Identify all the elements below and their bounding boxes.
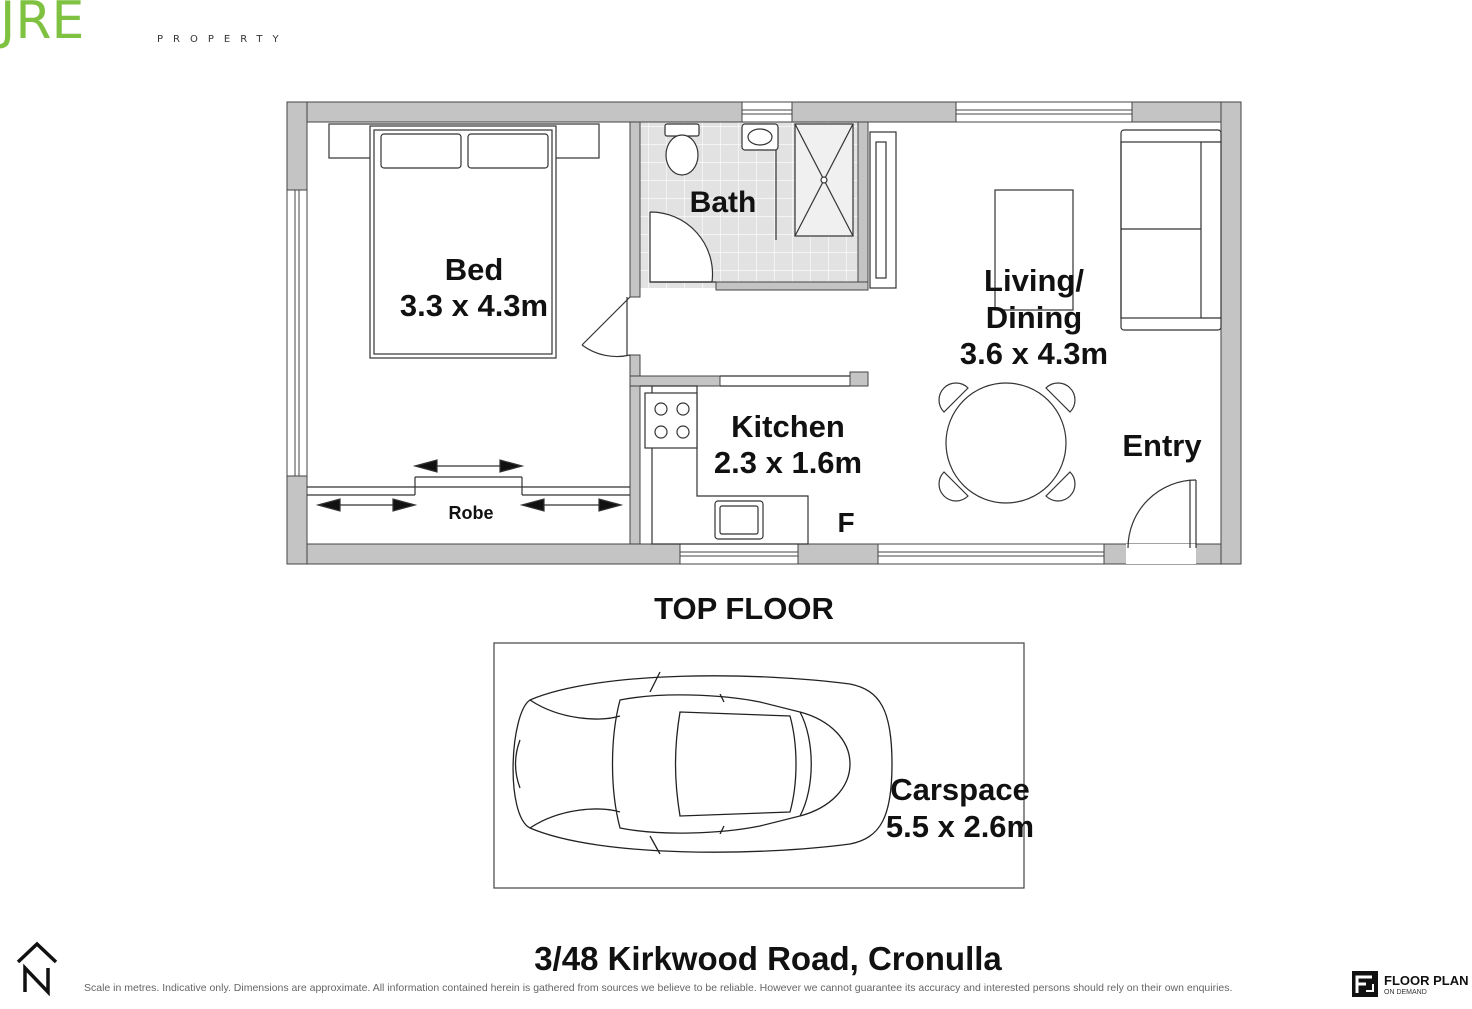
provider-logo (1352, 971, 1467, 1001)
living-cabinet (870, 132, 896, 288)
fridge-label: F (837, 507, 855, 538)
property-address: 3/48 Kirkwood Road, Cronulla (534, 940, 1002, 977)
carspace-label: Carspace (890, 772, 1030, 807)
brand-tagline: PROPERTY (157, 34, 289, 45)
sofa-furniture (1121, 130, 1221, 330)
kitchen-size: 2.3 x 1.6m (713, 445, 863, 480)
carspace-size: 5.5 x 2.6m (885, 809, 1035, 844)
brand-logo: JRE (0, 0, 85, 51)
entry-label: Entry (1122, 428, 1202, 463)
living-label-line2: Dining (985, 300, 1083, 335)
floor-label: TOP FLOOR (654, 591, 834, 626)
living-label-line1: Living/ (984, 263, 1084, 298)
bed-label: Bed (444, 252, 504, 287)
bath-label: Bath (689, 186, 757, 219)
disclaimer-text: Scale in metres. Indicative only. Dimensions are approximate. All information contained herein is gathered from sources we believe to be reliable. However we cannot guarantee its accuracy and interested persons should rely on their own enquiries. (84, 982, 1233, 994)
bed-size: 3.3 x 4.3m (399, 288, 549, 323)
kitchen-label: Kitchen (731, 409, 845, 444)
floor-plan-on-demand-icon (1352, 971, 1378, 997)
dining-table (939, 383, 1075, 503)
north-arrow-icon (18, 944, 56, 992)
robe-label: Robe (448, 503, 494, 523)
provider-title: FLOOR PLAN (1384, 973, 1469, 988)
bedroom-door (582, 297, 630, 357)
living-size: 3.6 x 4.3m (959, 336, 1109, 371)
provider-subtitle: ON DEMAND (1384, 989, 1427, 996)
entry-door (1128, 480, 1196, 548)
